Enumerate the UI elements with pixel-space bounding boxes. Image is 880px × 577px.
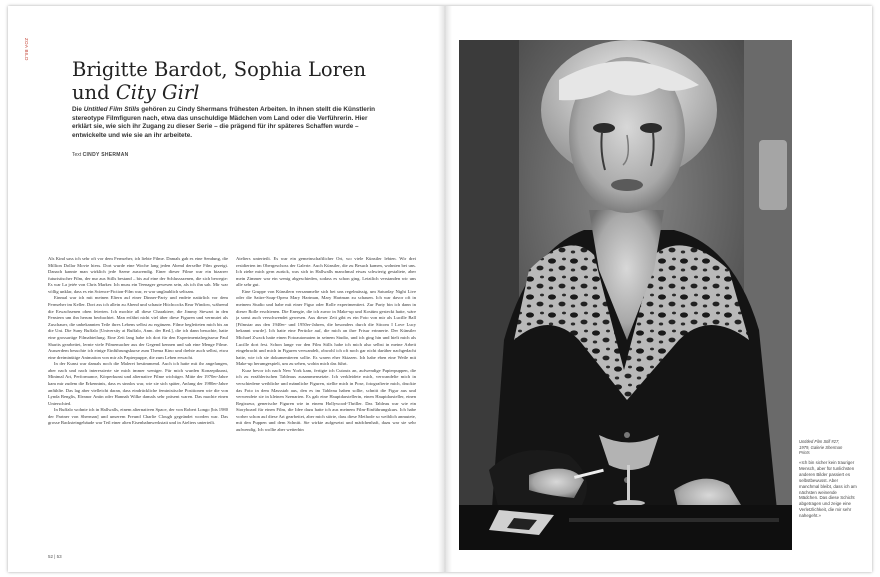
intro-part-1: Die	[72, 106, 84, 113]
paragraph: Ateliers unterteilt. Es war ein gemeinschaftlicher Ort, wo viele Künstler lebten. Wir drei residierten im Obergeschoss der Galerie. Auch Künstler, die zu Besuch kamen, wohnten bei uns. Ich ziehe mich gern zurück, was sich in Hallwalls manchmal etwas schwierig gestaltete, aber mein Zimmer war ein wenig abgeschieden, sodass es schon ging. Letztlich verstanden wir uns alle sehr gut.	[236, 256, 416, 288]
text-column-2	[236, 256, 416, 548]
pull-quote: «Ich bin sicher kein trauriger Mensch, aber für tunlichsten anderen Bilder passiert es selbstbewusst. Aber manchmal bleibt, dass ich am nächsten weinende Mädchen. Das diese Schicht abgetragen und zeige eine Verletzlichkeit, die mir sehr nahegeht.»	[799, 460, 857, 519]
section-tag	[21, 38, 31, 98]
byline-author: CINDY SHERMAN	[82, 152, 129, 158]
photo-caption	[799, 439, 847, 456]
magazine-spread	[8, 6, 872, 572]
article-intro	[72, 106, 378, 140]
paragraph: Einmal war ich mit meinen Eltern auf einer Dinner-Party und endete natürlich vor dem Fernseher im Keller. Dort ass ich allein zu Abend und schaute Hitchcocks Rear Window, während die Erwachsenen oben feierten. Ich mochte all diese Charaktere, die Jimmy Stewart in den Fenstern um ihn herum beobachtet. Man erfährt nicht viel über diese Figuren und vermutet als Zuschauer, die unbekannten Teile ihres Lebens selbst zu ergänzen. Filme begleiteten mich bis an die Uni. Die Suny Buffalo [University at Buffalo, Anm. der Red.], die ich dann besuchte, hatte eine grossartige Filmabteilung. Eine Zeit lang habe ich dort für den Experimentalregisseur Paul Sharits gearbeitet, lernte viele Filmemacher aus der Gegend kennen und sah eine Menge Filme. Ausserdem besuchte ich einige Einführungskurse zum Thema Kino und drehte auch selbst, etwa eine dreiminütige Animation von mir als Papierpuppe, die zum Leben erwacht.	[48, 295, 228, 360]
paragraph: In Buffalo wohnte ich in Hallwalls, einem alternativen Space, der von Robert Longo [bis 1980 der Partner von Sherman] und unserem Freund Charlie Clough gegründet worden war. Das grosse Backsteingebäude war Teil einer alten Eisenbahnwerkstatt und in Ateliers unterteilt.	[48, 407, 228, 426]
caption-title: Untitled Film Still #27,	[799, 439, 840, 444]
intro-italic: Untitled Film Stills	[83, 106, 140, 113]
photo-illustration	[459, 40, 792, 550]
byline	[72, 152, 129, 158]
caption-meta: 1979, Galerie Sherman Prints	[799, 444, 843, 456]
section-tag-label: ZOA BILD	[24, 38, 29, 61]
title-line-1: Brigitte Bardot, Sophia Loren	[72, 58, 367, 81]
byline-label: Text	[72, 152, 83, 158]
title-line-2-plain: und	[72, 81, 116, 104]
title-line-2-italic: City Girl	[115, 81, 200, 104]
page-gutter	[438, 6, 452, 572]
photo-crying-woman	[459, 40, 792, 550]
text-column-1	[48, 256, 228, 548]
paragraph: In der Kunst war damals noch die Malerei bestimmend. Auch ich hatte mit ihr angefangen, aber nach und nach interessierte sie mich immer weniger. Für mich wurden Konzeptkunst, Minimal Art, Performance, Körperkunst und alternative Filme wichtiger. Mitte der 1970er-Jahre kam mir zudem die Erkenntnis, dass es sinnlos war, wie sie sich später, Anfang der 1980er-Jahre anfühlte. Das lag aber vielleicht daran, dass eindrückliche feministische Positionen wie die von Lynda Benglis, Eleanor Antin oder Hannah Wilke damals sehr präsent waren. Das machte einen Unterschied.	[48, 361, 228, 406]
paragraph: Kurz bevor ich nach New York kam, fertigte ich Cutouts an, aufwendige Papierpuppen, die ich zu erzählerischen Tableaus zusammensetzte. Ich verkleidete mich, verwandelte mich in verschiedene weibliche und männliche Figuren, stellte mich in Pose, fotografierte mich, druckte das Foto in dem Massstab aus, den es im Tableau haben sollte, schnitt die Figur aus und verwendete sie in kleinen Szenarien. Es gab eine Hauptdarstellerin, einen Hauptdarsteller, einen Regisseur, generische Figuren wie in einem Hollywood-Thriller. Das Tableau war wie ein Storyboard für einen Film, die Idee dazu hatte ich aus meinem Film-Einführungskurs. Ich habe vorher schon auf diese Art gearbeitet, aber mich störte, dass diese Methode so weiblich anmutete, mit den Puppen und dem Schnitt. Sie wirkte aufgesetzt und mädchenhaft, dazu war sie sehr aufwendig. Ich wollte aber weiterhin	[236, 367, 416, 433]
intro-part-2: gehören zu Cindy Shermans frühesten Arbeiten. In ihnen stellt die Künstlerin stereotype Filmfiguren nach, etwa das unschuldige Mädchen vom Land oder die Verführerin. Hier erklärt sie, wie sich ihr Zugang zu dieser Serie – die prägend für ihr späteres Schaffen wurde – entwickelte und wie sie an ihr arbeitete.	[72, 106, 376, 139]
paragraph: Als Kind sass ich sehr oft vor dem Fernseher, ich liebte Filme. Damals gab es eine Sendung, die Million Dollar Movie hiess. Dort wurde eine Woche lang jeden Abend derselbe Film gezeigt. Danach kannte man wirklich jede Szene auswendig. Einer dieser Filme war ein bizarrer futuristischer Film, der nur aus Stills bestand – bis auf eine der Schlussszenen, die sich bewegte: Es war La jetée von Chris Marker. Ich muss ein Teenager gewesen sein, als ich ihn sah. Mir war völlig unklar, dass es ein Science-Fiction-Film war, er war unglaublich seltsam.	[48, 256, 228, 294]
article-title	[72, 58, 412, 104]
paragraph: Eine Gruppe von Künstlern versammelte sich bei uns regelmässig, um Saturday Night Live oder die Satire-Soap-Opera Mary Hartman, Mary Hartman zu schauen. Ich war davor oft in meinem Studio und habe mit einer Figur oder Rolle experimentiert. Zur Party bin ich dann in dieser Rolle erschienen. Die Energie, die ich zuvor in Make-up und Kostüm gesteckt hatte, wäre ja sonst auch verschwendet gewesen. Aus dieser Zeit gibt es ein Foto von mir als Lucille Ball [Filmstar aus den 1940er- und 1950er-Jahren, die besonders durch die Sitcom I Love Lucy bekannt wurde]. Ich hatte eine Perücke auf, die mich an ihre Frisur erinnerte. Der Künstler Michael Zwack hatte einen Fotoautomaten in seinem Studio, und ich ging hin und hielt mich als Lucille dort fest. Schon lange vor den Film Stills habe ich mich also selbst in meine Arbeit eingebracht und mich in Figuren verwandelt, obwohl ich oft noch gar nicht darüber nachgedacht hatte, wie ich sie dokumentieren sollte. Es waren eher Skizzen. Ich habe eben eine Weile mit Make-up herumgespielt, um zu sehen, wohin mich das führt.	[236, 288, 416, 367]
page-numbers: 52 | 53	[48, 554, 62, 559]
